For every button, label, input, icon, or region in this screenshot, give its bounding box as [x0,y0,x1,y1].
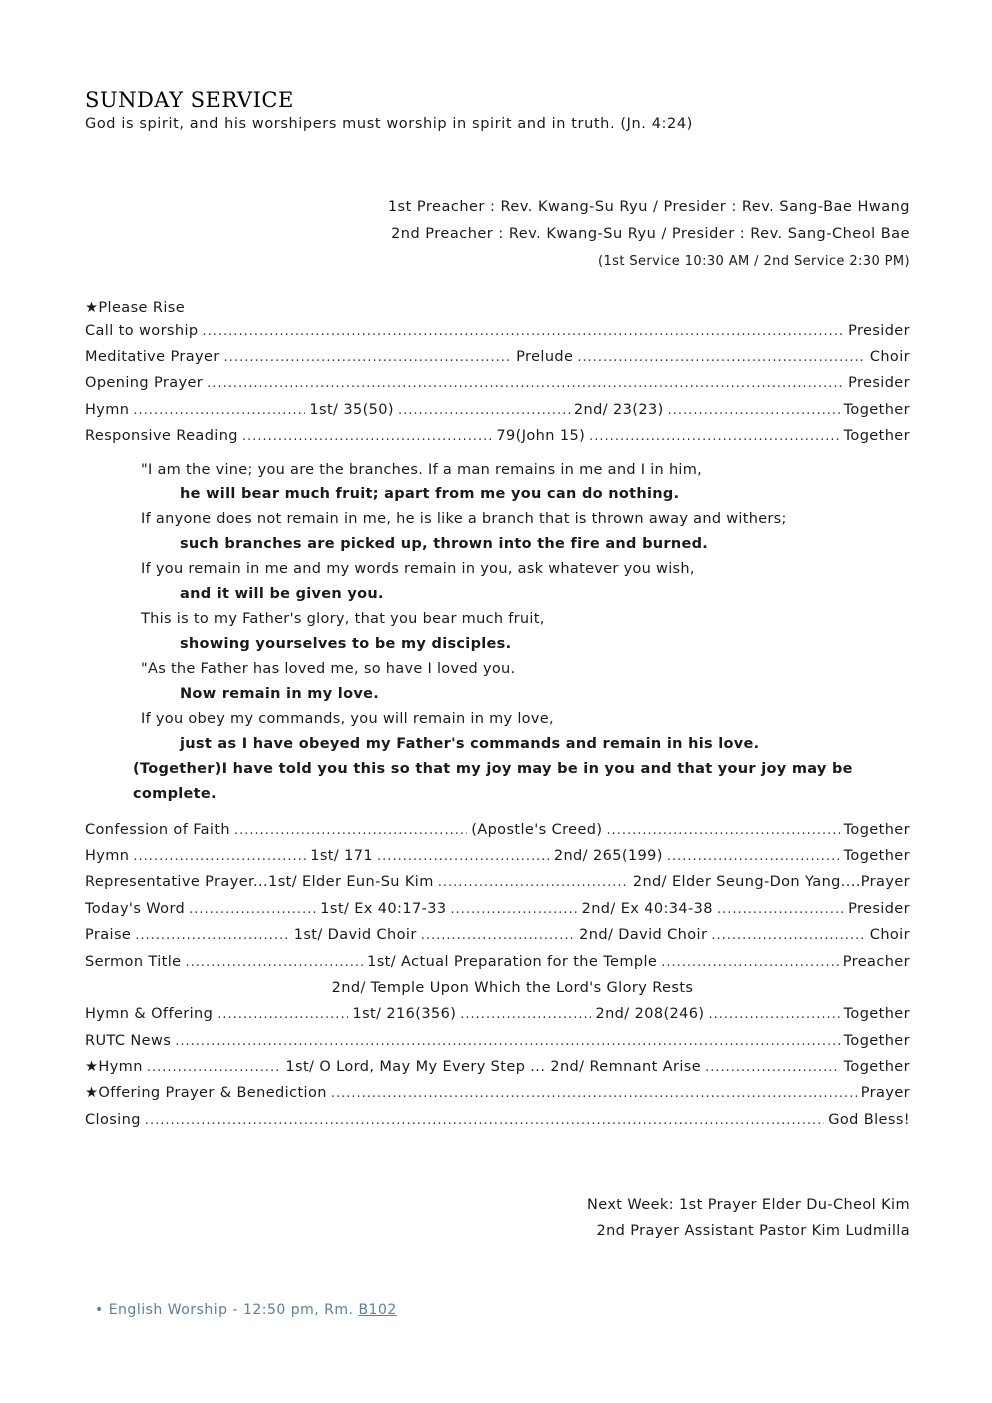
order-item-detail-first: 1st/ Ex 40:17-33 [320,900,447,917]
order-item-role: Together [843,401,910,418]
scripture-line: Now remain in my love. [180,685,380,702]
order-item-detail-second: 2nd/ Ex 40:34-38 [581,900,713,917]
order-item-detail-second: 2nd/ Elder Seung-Don Yang.... [632,874,861,891]
order-item-call-to-worship [85,318,910,344]
order-item-role: Preacher [842,953,910,970]
scripture-line: he will bear much fruit; apart from me you can do nothing. [180,486,680,503]
leader-dots [145,1109,824,1133]
order-item-role: Presider [848,375,910,392]
leader-dots [460,1003,591,1027]
order-item-label: RUTC News [85,1032,172,1049]
scripture-line: just as I have obeyed my Father's commands and remain in his love. [180,735,760,752]
english-worship-room: B102 [358,1301,397,1318]
leader-dots [708,1003,839,1027]
leader-dots [189,898,316,922]
scripture-line: and it will be given you. [180,586,384,603]
page-subtitle: God is spirit, and his worshipers must worship in spirit and in truth. (Jn. 4:24) [85,116,693,132]
scripture-line: If you remain in me and my words remain in you, ask whatever you wish, [141,561,695,578]
order-item-responsive-reading [85,423,910,449]
please-rise-note: ★Please Rise [85,299,186,316]
order-item-closing [85,1107,910,1133]
order-item-role: Prayer [860,1085,910,1102]
order-item-todays-word [85,896,910,922]
leader-dots [186,951,364,975]
order-item-detail-second: 2nd/ 208(246) [595,1006,705,1023]
order-of-service-part2 [85,817,910,1134]
responsive-reading-text [85,458,910,807]
preacher-second-service: 2nd Preacher : Rev. Kwang-Su Ryu / Presider : Rev. Sang-Cheol Bae [391,225,910,242]
scripture-line: "I am the vine; you are the branches. If a man remains in me and I in him, [141,461,703,478]
document-content [85,88,910,1318]
leader-dots [203,320,845,344]
order-item-representative-prayer [85,869,910,895]
order-item-praise [85,922,910,948]
order-item-label: Confession of Faith [85,821,231,838]
order-item-role: God Bless! [828,1111,910,1128]
order-item-label: ★Offering Prayer & Benediction [85,1085,327,1102]
scripture-line: "As the Father has loved me, so have I loved you. [141,661,516,678]
leader-dots [175,1030,839,1054]
preacher-block [85,194,910,274]
order-item-role: Presider [848,900,910,917]
order-item-role: Together [843,1032,910,1049]
next-week-line-2: 2nd Prayer Assistant Pastor Kim Ludmilla [596,1222,910,1239]
leader-dots [667,845,840,869]
order-item-detail: 1st/ Actual Preparation for the Temple [367,953,658,970]
order-item-confession-of-faith [85,817,910,843]
scripture-line: such branches are picked up, thrown into the fire and burned. [180,536,709,553]
leader-dots [661,951,839,975]
order-item-label: Representative Prayer... [85,874,269,891]
preacher-first-service: 1st Preacher : Rev. Kwang-Su Ryu / Presider : Rev. Sang-Bae Hwang [387,199,910,215]
leader-dots [217,1003,348,1027]
order-item-label: Responsive Reading [85,428,238,445]
leader-dots [147,1056,282,1080]
leader-dots [450,898,577,922]
leader-dots [577,346,865,370]
order-item-detail: (Apostle's Creed) [471,821,603,838]
leader-dots [133,399,305,423]
order-item-meditative-prayer [85,344,910,370]
order-item-label: Call to worship [85,322,199,339]
order-item-label: Sermon Title [85,953,182,970]
order-item-label: Closing [85,1111,141,1128]
order-item-role: Choir [869,349,910,366]
order-item-label: Today's Word [85,900,186,917]
scripture-line: If anyone does not remain in me, he is like a branch that is thrown away and withers; [141,511,787,528]
leader-dots [717,898,844,922]
leader-dots [133,845,306,869]
order-item-detail-first: 1st/ Elder Eun-Su Kim [268,874,434,891]
order-item-detail-second: 2nd/ David Choir [579,927,708,944]
order-item-detail-second: 2nd/ 265(199) [553,848,663,865]
order-item-rutc-news [85,1028,910,1054]
order-item-detail: 79(John 15) [496,428,586,445]
order-item-label: Praise [85,927,132,944]
leader-dots [224,346,512,370]
order-item-label: ★Hymn [85,1059,143,1076]
order-item-opening-prayer [85,370,910,396]
order-item-role: Together [843,821,910,838]
order-item-role: Together [843,1006,910,1023]
scripture-line: showing yourselves to be my disciples. [180,636,512,653]
order-item-detail: Prelude [516,349,574,366]
leader-dots [234,819,467,843]
order-item-sermon-title [85,949,910,975]
sermon-title-second: 2nd/ Temple Upon Which the Lord's Glory Rests [331,979,694,996]
leader-dots [421,924,575,948]
order-item-detail-second: 2nd/ Remnant Arise [550,1059,702,1076]
leader-dots [705,1056,840,1080]
leader-dots [711,924,865,948]
next-week-line-1: Next Week: 1st Prayer Elder Du-Cheol Kim [587,1197,910,1214]
scripture-line: This is to my Father's glory, that you bear much fruit, [141,611,545,628]
order-item-label: Hymn [85,848,130,865]
leader-dots [398,399,570,423]
order-item-role: Together [843,428,910,445]
service-times: (1st Service 10:30 AM / 2nd Service 2:30 PM) [598,253,910,269]
order-item-role: Prayer [860,874,910,891]
leader-dots [207,372,844,396]
order-item-label: Hymn & Offering [85,1006,214,1023]
order-item-hymn-offering [85,1001,910,1027]
leader-dots [606,819,839,843]
leader-dots [668,399,840,423]
order-item-role: Together [843,1059,910,1076]
leader-dots [135,924,289,948]
next-week-block [85,1193,910,1244]
order-item-offering-prayer [85,1080,910,1106]
order-of-service [85,300,910,450]
scripture-line: If you obey my commands, you will remain in my love, [141,710,554,727]
order-item-label: Hymn [85,401,130,418]
order-item-detail-first: 1st/ 171 [310,848,374,865]
order-item-label: Meditative Prayer [85,349,220,366]
page-title: SUNDAY SERVICE [85,88,294,112]
leader-dots [242,425,492,449]
order-item-detail-first: 1st/ 35(50) [309,401,394,418]
leader-dots [331,1082,857,1106]
english-worship-text: • English Worship - 12:50 pm, Rm. [95,1301,359,1318]
order-item-role: Choir [869,927,910,944]
order-item-detail-first: 1st/ O Lord, May My Every Step [285,1059,526,1076]
order-item-role: Together [843,848,910,865]
order-item-hymn-1 [85,397,910,423]
leader-dots [438,871,629,895]
order-item-label: Opening Prayer [85,375,204,392]
english-worship-note [85,1302,910,1318]
leader-dots [377,845,550,869]
order-item-separator: ... [530,1059,546,1076]
order-item-hymn-2 [85,843,910,869]
order-item-role: Presider [848,322,910,339]
leader-dots [589,425,839,449]
order-item-detail-first: 1st/ David Choir [293,927,417,944]
order-item-detail-first: 1st/ 216(356) [352,1006,457,1023]
order-item-detail-second: 2nd/ 23(23) [573,401,664,418]
scripture-line-together: (Together)I have told you this so that my joy may be in you and that your joy may be complete. [133,760,853,802]
order-item-closing-hymn [85,1054,910,1080]
